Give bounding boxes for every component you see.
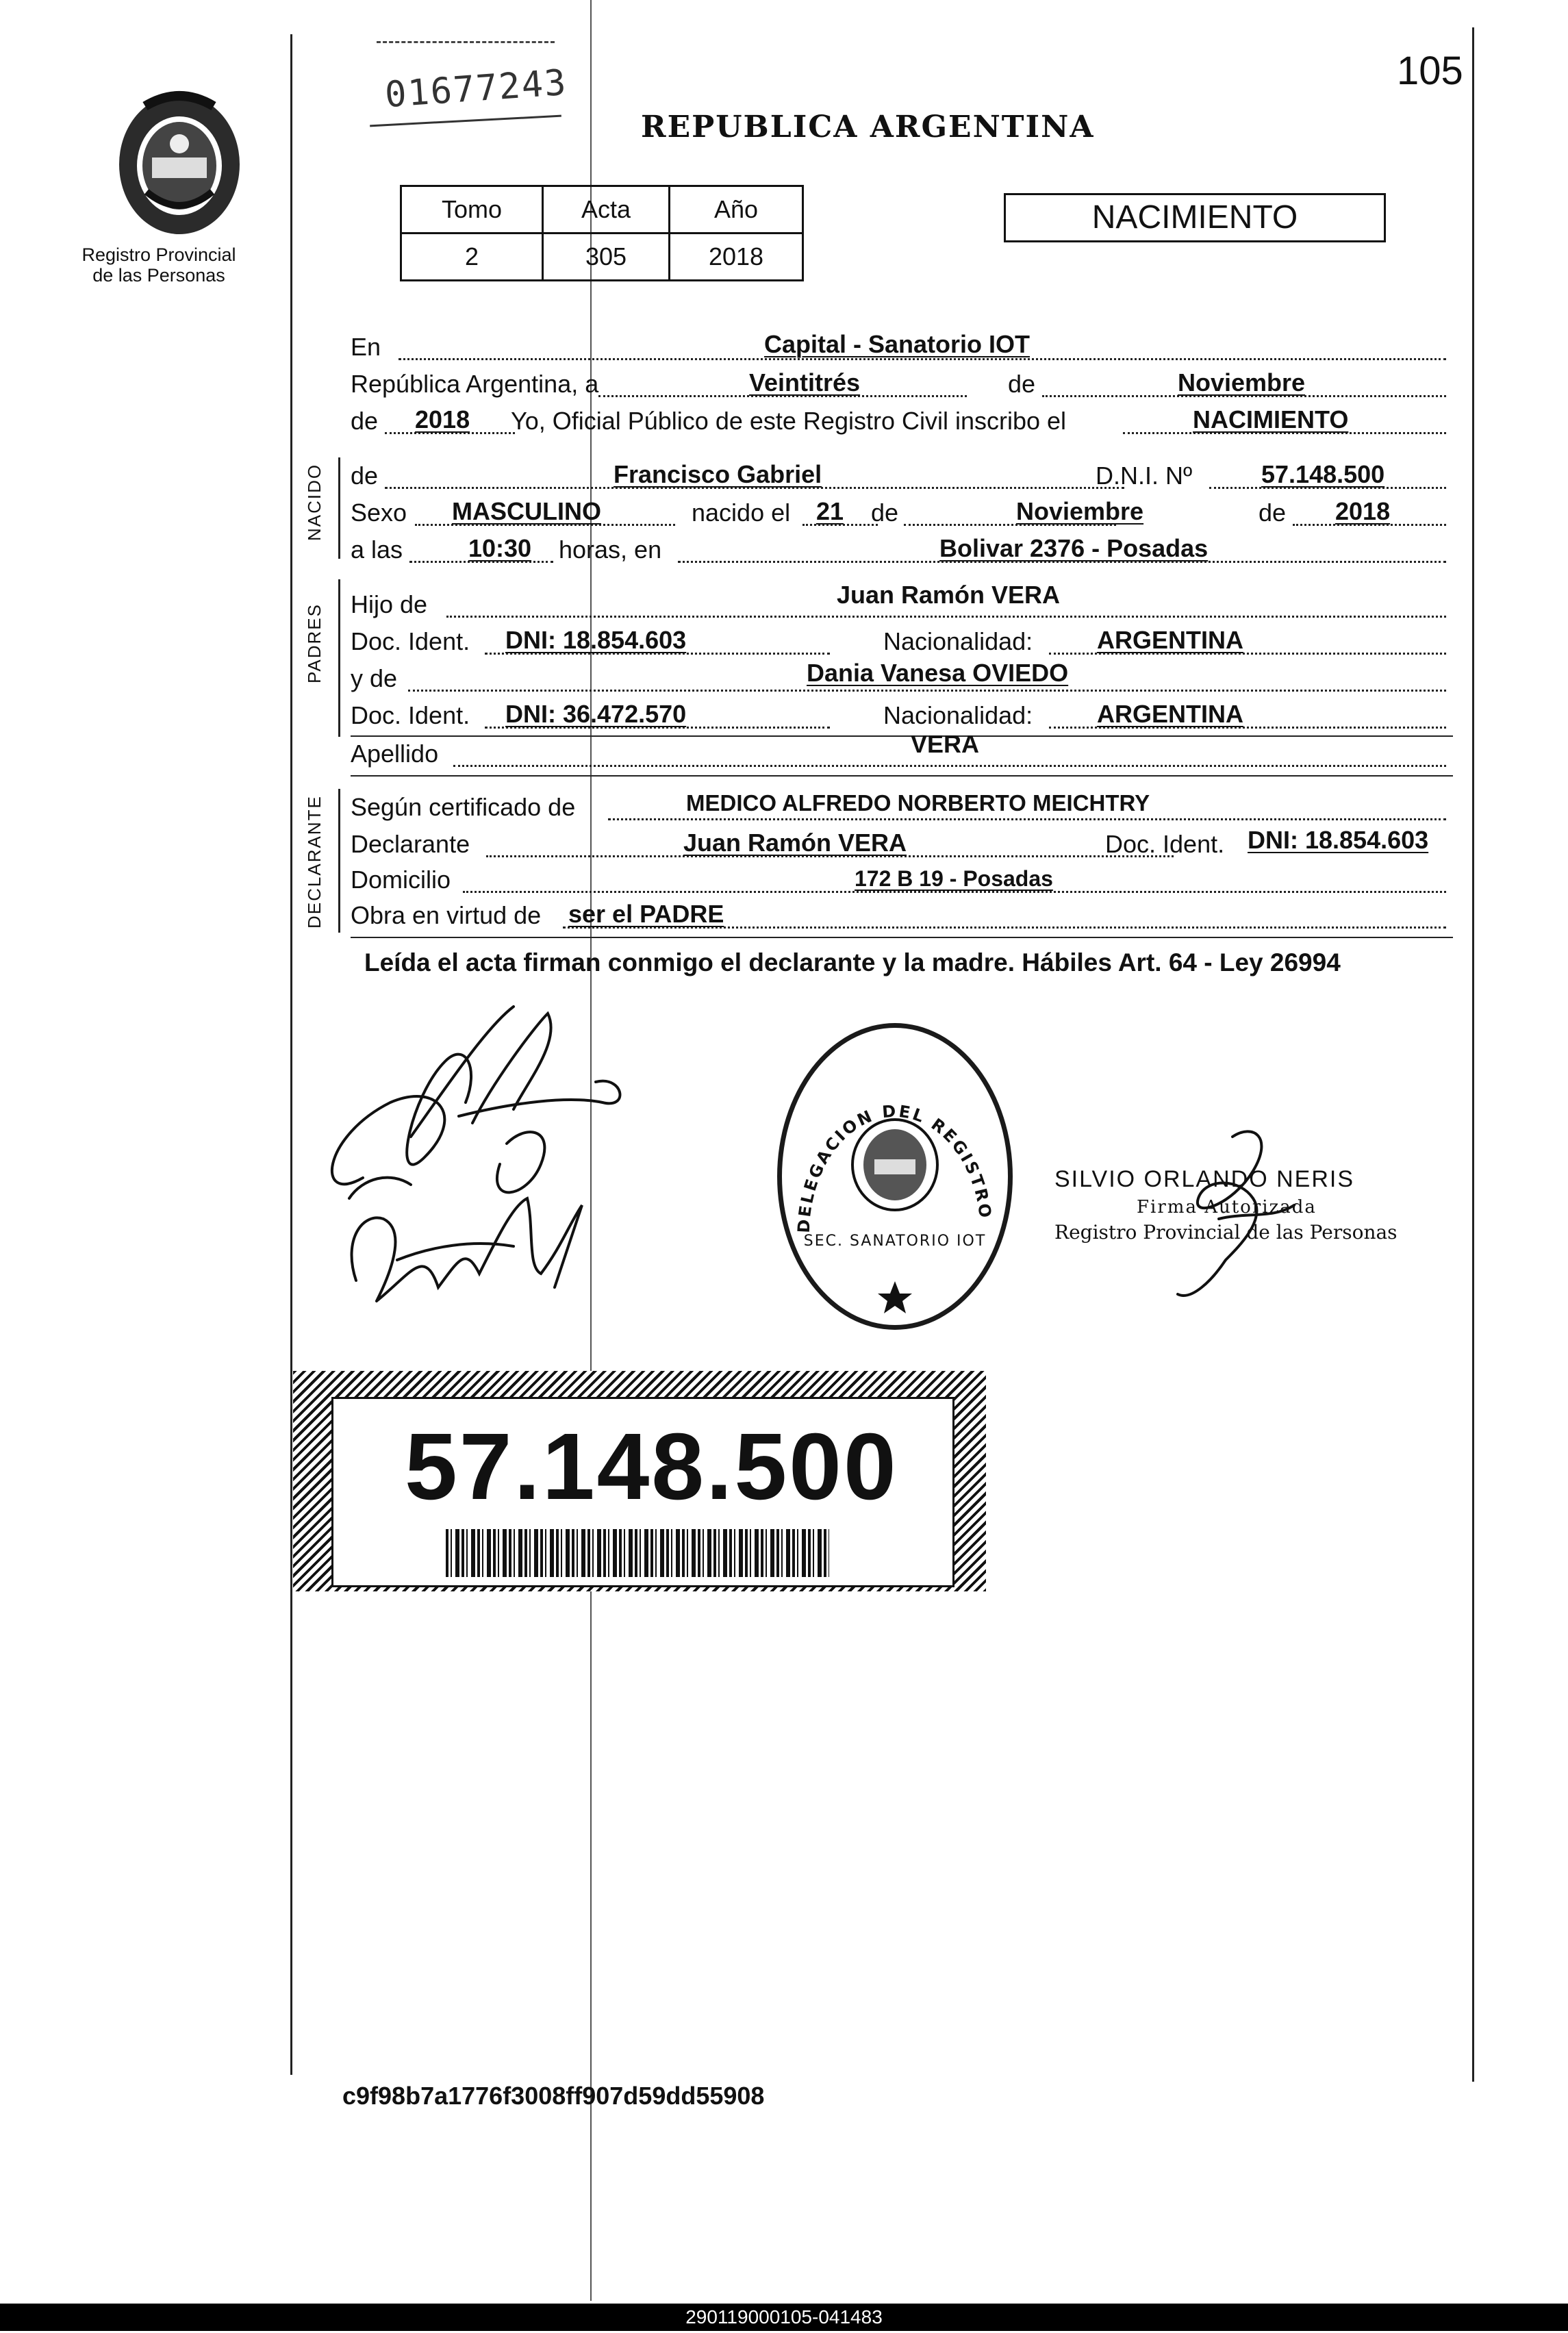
nacido-el-label: nacido el	[692, 499, 791, 527]
registrar-signature	[1150, 1123, 1315, 1308]
de-label: de	[1008, 370, 1036, 398]
father-name-value: Juan Ramón VERA	[837, 581, 1061, 609]
row-place	[351, 329, 1446, 366]
tomo-header: Tomo	[401, 186, 543, 234]
ano-header: Año	[670, 186, 803, 234]
father-dni-value: DNI: 18.854.603	[505, 626, 687, 654]
document-hash: c9f98b7a1776f3008ff907d59dd55908	[342, 2082, 765, 2110]
certificado-value: MEDICO ALFREDO NORBERTO MEICHTRY	[686, 790, 1150, 816]
row-date	[351, 366, 1446, 403]
country-title: REPUBLICA ARGENTINA	[641, 110, 1095, 144]
nacido-section-label: NACIDO	[304, 463, 325, 541]
row-name	[351, 457, 1446, 494]
place-value: Capital - Sanatorio IOT	[764, 330, 1030, 358]
sexo-label: Sexo	[351, 499, 407, 527]
page-number: 105	[1397, 49, 1463, 93]
row-father-doc	[351, 623, 1446, 660]
id-plate	[331, 1397, 954, 1587]
apellido-label: Apellido	[351, 740, 439, 768]
registry-caption-line1: Registro Provincial	[81, 244, 236, 265]
reference-value-row	[401, 234, 803, 281]
father-doc-label: Doc. Ident.	[351, 627, 470, 655]
mother-dni-value: DNI: 36.472.570	[505, 700, 687, 728]
id-plate-number: 57.148.500	[405, 1414, 898, 1519]
day-value: Veintitrés	[749, 368, 861, 396]
serial-stamp	[370, 41, 569, 130]
declarante-dni-value: DNI: 18.854.603	[1248, 826, 1429, 854]
obra-label: Obra en virtud de	[351, 901, 542, 929]
padres-bracket	[338, 579, 340, 737]
birth-day-value: 21	[816, 497, 844, 525]
signer-role: Firma Autorizada	[1137, 1196, 1317, 1218]
footer-code-bar	[0, 2304, 1568, 2331]
sexo-value: MASCULINO	[452, 497, 601, 525]
inscribo-value: NACIMIENTO	[1193, 405, 1349, 433]
row-address	[351, 861, 1446, 898]
child-name-value: Francisco Gabriel	[614, 460, 822, 488]
mother-nationality-label: Nacionalidad:	[883, 701, 1033, 729]
footer-code: 290119000105-041483	[685, 2306, 883, 2328]
row-inscription	[351, 403, 1446, 440]
birth-month-value: Noviembre	[1016, 497, 1144, 525]
nacido-bracket	[338, 457, 340, 559]
year-value: 2018	[415, 405, 470, 433]
acta-value: 305	[543, 234, 670, 281]
row-declarant	[351, 826, 1446, 863]
seal-emblem-icon	[782, 1028, 1008, 1325]
declarant-signature	[308, 1000, 664, 1315]
declarante-section-label: DECLARANTE	[304, 795, 325, 929]
mother-nationality-value: ARGENTINA	[1097, 700, 1243, 728]
right-margin-rule	[1472, 27, 1474, 2082]
domicilio-value: 172 B 19 - Posadas	[855, 866, 1053, 891]
record-reference-table	[400, 185, 804, 281]
declarante-value: Juan Ramón VERA	[683, 829, 907, 857]
row-surname	[351, 730, 1453, 772]
row-mother-doc	[351, 697, 1446, 734]
seal-ring-text: DELEGACION DEL REGISTRO	[794, 1101, 996, 1234]
declarante-label: Declarante	[351, 830, 470, 858]
father-nationality-value: ARGENTINA	[1097, 626, 1243, 654]
row-mother	[351, 660, 1446, 697]
mother-name-value: Dania Vanesa OVIEDO	[807, 659, 1069, 687]
name-label: de	[351, 462, 379, 490]
record-type-box: NACIMIENTO	[1004, 193, 1386, 242]
y-de-label: y de	[351, 664, 398, 692]
padres-section-label: PADRES	[304, 603, 325, 683]
closing-statement: Leída el acta firman conmigo el declarante y la madre. Hábiles Art. 64 - Ley 26994	[364, 948, 1341, 976]
father-nationality-label: Nacionalidad:	[883, 627, 1033, 655]
time-value: 10:30	[468, 534, 532, 562]
row-father	[351, 581, 1446, 623]
birth-place-value: Bolivar 2376 - Posadas	[939, 534, 1209, 562]
barcode	[446, 1529, 829, 1577]
obra-value: ser el PADRE	[568, 900, 724, 928]
reference-header-row	[401, 186, 803, 234]
republica-label: República Argentina, a	[351, 370, 599, 398]
dni-label: D.N.I. Nº	[1096, 462, 1193, 490]
registry-caption	[70, 245, 248, 286]
birth-year-value: 2018	[1335, 497, 1391, 525]
a-las-label: a las	[351, 535, 403, 564]
month-value: Noviembre	[1178, 368, 1306, 396]
apellido-value: VERA	[911, 730, 980, 758]
year-prefix-label: de	[351, 407, 379, 435]
signer-office: Registro Provincial de las Personas	[1054, 1220, 1398, 1244]
row-time-place	[351, 531, 1446, 568]
row-capacity	[351, 897, 1453, 934]
row-certificate	[351, 789, 1446, 826]
certificado-label: Según certificado de	[351, 793, 576, 821]
left-margin-rule	[290, 34, 292, 2075]
dni-value: 57.148.500	[1261, 460, 1385, 488]
registry-caption-line2: de las Personas	[92, 264, 225, 286]
official-seal	[777, 1023, 1013, 1330]
tomo-value: 2	[401, 234, 543, 281]
birth-de2-label: de	[1259, 499, 1287, 527]
hijo-label: Hijo de	[351, 590, 428, 618]
province-emblem	[104, 89, 255, 240]
declarante-bracket	[338, 789, 340, 933]
domicilio-label: Domicilio	[351, 866, 451, 894]
birth-de-label: de	[871, 499, 899, 527]
ano-value: 2018	[670, 234, 803, 281]
oficial-text: Yo, Oficial Público de este Registro Civil inscribo el	[511, 407, 1067, 435]
mother-doc-label: Doc. Ident.	[351, 701, 470, 729]
declarante-doc-label: Doc. Ident.	[1105, 830, 1225, 858]
signer-name: SILVIO ORLANDO NERIS	[1054, 1166, 1355, 1192]
seal-inner-text: SEC. SANATORIO IOT	[803, 1233, 987, 1250]
serial-number: 01677243	[383, 62, 569, 116]
acta-header: Acta	[543, 186, 670, 234]
en-label: En	[351, 333, 381, 361]
row-sex-birth	[351, 494, 1446, 531]
horas-label: horas, en	[559, 535, 662, 564]
emblem-icon	[104, 89, 255, 240]
